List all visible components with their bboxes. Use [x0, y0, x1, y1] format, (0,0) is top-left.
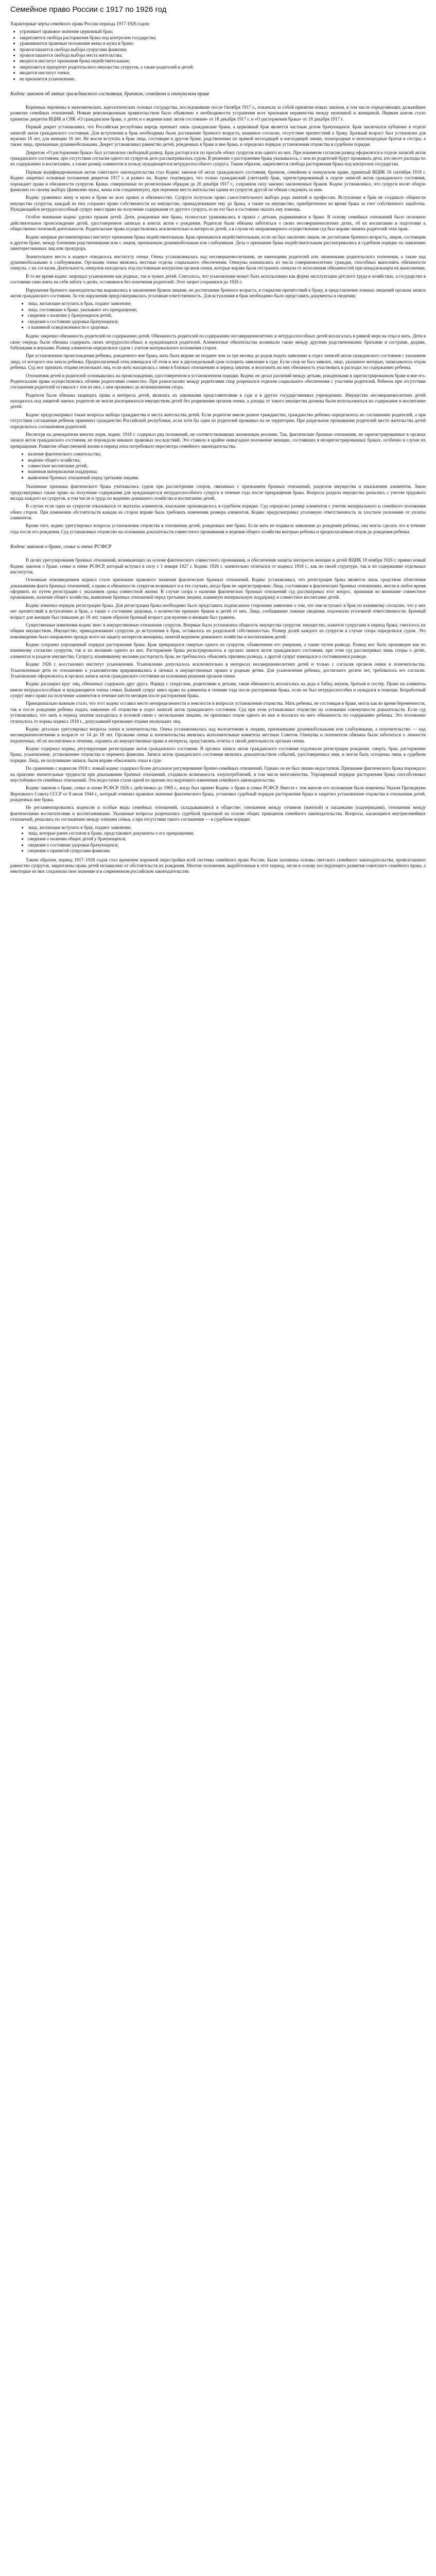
body-paragraph: Декретом «О расторжении брака» был установлен свободный развод. Брак расторгался по просьбе обоих супругов или одного из них. При взаимном согласии развод оформлялся в отделе записей актов гражданского состояния, при отсутствии согласия одного из супругов дело рассматривалось судом. В решении о расторжении брака указывалось, с кем из родителей будут проживать дети, кто несет расходы по их содержанию и воспитанию, а также размер алиментов в пользу нуждающегося нетрудоспособного супруга. Таким образом, закрепляется свобода расторжения брака под контролем государства.	[10, 149, 426, 167]
list-item: • взаимная материальная поддержка;	[28, 469, 426, 474]
body-paragraph: В целях урегулирования брачных отношений, возникающих на основе фактического совместного проживания, и обеспечения защиты интересов женщин и детей ВЦИК 19 ноября 1926 г. принял новый Кодекс законов о браке, семье и опеке РСФСР, который вступил в силу с 1 января 1927 г. Кодекс 1926 г. значительно отличался от кодекса 1918 г., как по своей структуре, так и по содержанию отдельных институтов.	[10, 557, 426, 574]
body-paragraph: Первый декрет устанавливал, что Российская республика впредь признает лишь гражданские браки, а церковный брак является частным делом брачующихся. Брак заключался публично в отделе записей актов гражданского состояния. Для вступления в брак необходимы были достижение брачного возраста, взаимное согласие, отсутствие препятствий к браку. Брачный возраст был установлен для мужчин 18 лет, для женщин 16 лет. Не могли вступать в брак лица, состоящие в другом браке, родственники по прямой восходящей и нисходящей линии, полнородные и неполнородные братья и сестры, а также лица, признанные душевнобольными. Декрет устанавливал равенство детей, рожденных в браке и вне брака, и определял порядок установления отцовства в судебном порядке.	[10, 124, 426, 147]
list-item: • выявление брачных отношений перед третьими лицами.	[28, 475, 426, 481]
body-paragraph: По сравнению с кодексом 1918 г. новый кодекс содержал более детальное регулирование брачно-семейных отношений. Однако он не был лишен недостатков. Признание фактического брака порождало на практике значительные трудности при доказывании брачных отношений, создавало возможность злоупотреблений, в том числе многоженства. Упрощенный порядок расторжения брака способствовал неустойчивости семейных отношений. Эти недостатки стали одной из причин последующего изменения семейного законодательства.	[10, 766, 426, 783]
list-item: • лица, желающие вступить в брак, подают заявление;	[28, 301, 426, 307]
body-paragraph: Кодекс впервые регламентировал институт признания брака недействительным. Брак признавался недействительным, если он был заключен лицом, не достигшим брачного возраста, лицом, состоящим в другом браке, между близкими родственниками или с лицом, признанным душевнобольным или слабоумным. Дела о признании брака недействительным рассматривались в судебном порядке по заявлению заинтересованных лиц или прокурора.	[10, 234, 426, 251]
body-paragraph: Кодекс сохранял упрощенный порядок расторжения брака. Брак прекращался смертью одного из супругов, объявлением его умершим, а также путем развода. Развод мог быть произведен как по взаимному согласию супругов, так и по желанию одного из них. Расторжение брака регистрировалось в органах записи актов гражданского состояния, при этом суд рассматривал лишь споры о детях, алиментах и разделе имущества. Супругу, изъявившему желание расторгнуть брак, не требовалось объяснять причины развода, а другой супруг извещался о состоявшемся разводе.	[10, 642, 426, 659]
body-paragraph: В случае если один из супругов отказывался от выплаты алиментов, взыскание производилось в судебном порядке. Суд определял размер алиментов с учетом материального и семейного положения обеих сторон. При изменении обстоятельств каждая из сторон вправе была требовать изменения размера алиментов. Кодекс предусматривал уголовную ответственность за злостное уклонение от уплаты алиментов.	[10, 503, 426, 520]
body-paragraph: Кодекс детально урегулировал вопросы опеки и попечительства. Опека устанавливалась над малолетними и лицами, признанными душевнобольными или слабоумными, а попечительство — над несовершеннолетними в возрасте от 14 до 18 лет. Органами опеки и попечительства являлись исполнительные комитеты местных Советов. Опекуны и попечители обязаны были заботиться о личности подопечных, об их воспитании и лечении, охранять их имущественные права и интересы, представлять отчеты о своей деятельности органам опеки.	[10, 726, 426, 743]
page	[0, 0, 436, 887]
list-item: • вводится институт признания брака недействительным;	[20, 58, 426, 64]
body-paragraph: Кодекс содержал нормы, регулирующие регистрацию актов гражданского состояния. В органах записи актов гражданского состояния подлежали регистрации рождение, смерть, брак, расторжение брака, усыновление, установление отцовства и перемена фамилии. Записи актов гражданского состояния являлись доказательством событий, удостоверенных ими, и могли быть оспорены лишь в судебном порядке. Лица, не получившие записи, были вправе обжаловать отказ в суде.	[10, 746, 426, 763]
page-title: Семейное право России с 1917 по 1926 год	[10, 5, 167, 14]
list-item: • сведения о принятой супругами фамилии.	[28, 848, 426, 854]
list-item: • о взаимной осведомленности о здоровье.	[28, 325, 426, 330]
body-paragraph: Таким образом, период 1917–1926 годов стал временем коренной перестройки всей системы семейного права России. Были заложены основы светского семейного законодательства, провозглашено равенство супругов, закреплены права детей независимо от обстоятельств их рождения. Многие положения, выработанные в этот период, легли в основу последующего развития советского семейного права, а некоторые из них сохранили свое значение и в современном российском законодательстве.	[10, 857, 426, 874]
section-1918-body	[10, 105, 426, 299]
body-paragraph: Кодекс изменил порядок регистрации брака. Для регистрации брака необходимо было представить подписанное сторонами заявление о том, что они вступают в брак по взаимному согласию, что у них нет препятствий к вступлению в брак, а также о состоянии здоровья, о количестве прежних браков и детей от них. Лица, сообщившие ложные сведения, подлежали уголовной ответственности. Брачный возраст для женщин был повышен до 18 лет, таким образом брачный возраст для мужчин и женщин был уравнен.	[10, 602, 426, 620]
body-paragraph: Не регламентировались кодексом и особые виды семейных отношений, складывавшиеся в обществе: отношения между отчимом (мачехой) и пасынками (падчерицами), отношения между фактическими воспитателями и воспитанниками. Указанные вопросы разрешались судебной практикой на основе общих принципов семейного законодательства. Вопросы, касающиеся внутрисемейных отношений, решались по соглашению между членами семьи, а при отсутствии такого соглашения — в судебном порядке.	[10, 805, 426, 822]
section-1918-continued	[10, 333, 426, 449]
body-paragraph: Кодекс законов о браке, семье и опеке РСФСР 1926 г. действовал до 1969 г., когда был принят Кодекс о браке и семье РСФСР. Вместе с тем многие его положения были изменены Указом Президиума Верховного Совета СССР от 8 июля 1944 г., который отменил правовое значение фактического брака, установил судебный порядок расторжения брака и запретил установление отцовства в отношении детей, рожденных вне брака.	[10, 785, 426, 802]
section-1926-body	[10, 557, 426, 822]
chapter-heading-1918: Кодекс законов об актах гражданского состояния, брачном, семейном и опекунском праве	[10, 91, 210, 97]
body-paragraph: Принципиально важным стало, что этот кодекс оставил место неопределенности и неясности в вопросах установления отцовства. Мать ребенка, не состоящая в браке, могла как во время беременности, так и после рождения ребенка подать заявление об отцовстве в отдел записей актов гражданского состояния. Суд при этом устанавливал отцовство на основании совокупности доказательств. Если суд устанавливал, что мать в период зачатия находилась в половой связи с несколькими лицами, он признавал отцом одного из них и возлагал на него обязанность по содержанию ребенка. Это положение отличалось от нормы кодекса 1918 г., допускавшей признание отцами нескольких лиц.	[10, 701, 426, 724]
body-paragraph: При установлении происхождения ребенка, рожденного вне брака, мать была вправе не позднее чем за три месяца до родов подать заявление в отдел записей актов гражданского состояния с указанием лица, от которого она зачала ребенка. Предполагаемый отец извещался об этом и мог в двухнедельный срок оспорить заявление в суде. Если спор не был заявлен, лицо, указанное матерью, записывалось отцом ребенка. Суд мог признать отцами нескольких лиц, если мать находилась с ними в близких отношениях в период зачатия, и возложить на них обязанность участвовать в расходах по содержанию ребенка.	[10, 353, 426, 370]
list-item: • ведение общего хозяйства;	[28, 457, 426, 463]
list-item: • лица, которые ранее состояли в браке, представляют документы о его прекращении;	[28, 831, 426, 836]
body-paragraph: Существенные изменения кодекс внес в имущественные отношения супругов. Впервые была установлена общность имущества супругов: имущество, нажитое супругами в период брака, считалось их общим имуществом. Имущество, принадлежавшее супругам до вступления в брак, оставалось их раздельной собственностью. Размер долей каждого из супругов в случае спора определялся судом. Это нововведение было направлено прежде всего на защиту интересов женщины, занятой ведением домашнего хозяйства и воспитанием детей.	[10, 622, 426, 639]
body-paragraph: Кодекс уравнивал жену и мужа в браке во всех правах и обязанностях. Супруги получали право самостоятельного выбора рода занятий и профессии. Вступление в брак не создавало общности имущества супругов, каждый из них сохранял право собственности на имущество, принадлежавшее ему до брака, а также на имущество, приобретенное во время брака за счет собственного заработка. Нуждающийся нетрудоспособный супруг имел право на получение содержания от другого супруга, если тот был в состоянии оказать ему помощь.	[10, 195, 426, 212]
de-facto-marriage-signs-list	[10, 451, 426, 481]
section-1918-end	[10, 484, 426, 535]
chapter-heading-1926: Кодекс законов о браке, семье и опеке РСФСР	[10, 544, 112, 550]
list-item: • сведения о наличии у брачующихся детей;	[28, 313, 426, 318]
list-item: • лица, желающие вступить в брак, подают заявление;	[28, 825, 426, 831]
list-item: • провозглашается свобода выбора супругами фамилии;	[20, 47, 426, 53]
list-item: • закрепляется приоритет родительского имущества супругов, а также родителей и детей;	[20, 64, 426, 70]
body-paragraph: Кодекс расширил круг лиц, обязанных содержать друг друга. Наряду с супругами, родителями и детьми, такая обязанность возлагалась на деда и бабку, внуков, братьев и сестер. Право на алименты имели нетрудоспособные и нуждающиеся члены семьи. Бывший супруг имел право на алименты в течение года после расторжения брака, если он был нетрудоспособен и нуждался в помощи. Безработный супруг имел право на получение алиментов в течение шести месяцев после расторжения брака.	[10, 681, 426, 698]
body-paragraph: Основным нововведением кодекса стало признание правового значения фактических брачных отношений. Кодекс устанавливал, что регистрация брака является лишь средством облегчения доказывания факта брачных отношений, а права и обязанности супругов возникают и в тех случаях, когда брак не зарегистрирован. Лица, состоявшие в фактических брачных отношениях, могли в любое время оформить их путем регистрации с указанием срока совместной жизни. В случае спора о наличии фактических брачных отношений суд рассматривал этот вопрос, принимая во внимание совместное проживание, наличие общего хозяйства, выявление брачных отношений перед третьими лицами, взаимную материальную поддержку и совместное воспитание детей.	[10, 577, 426, 600]
marriage-documents-list	[10, 301, 426, 330]
body-paragraph: В то же время кодекс запрещал усыновление как родных, так и чужих детей. Считалось, что усыновление может быть использовано как форма эксплуатации детского труда в хозяйствах, а государство в состоянии само взять на себя заботу о детях, оставшихся без попечения родителей. Этот запрет сохранялся до 1926 г.	[10, 273, 426, 285]
list-item: • провозглашается свобода выбора места жительства;	[20, 53, 426, 58]
registration-documents-list	[10, 825, 426, 854]
body-paragraph: Особое внимание кодекс уделял правам детей. Дети, рожденные вне брака, полностью уравнивались в правах с детьми, родившимися в браке. В основу семейных отношений было положено действительное происхождение детей, удостоверенное записью в книгах актов о рождении. Родители были обязаны заботиться о своих несовершеннолетних детях, об их воспитании и подготовке к общественно полезной деятельности. Родительские права осуществлялись исключительно в интересах детей, а в случае их неправомерного осуществления суд был вправе лишить родителей этих прав.	[10, 214, 426, 232]
body-paragraph: Кодекс предусматривал также вопросы выбора гражданства и места жительства детей. Если родители имели разное гражданство, гражданство ребенка определялось по соглашению родителей, а при отсутствии соглашения ребенок принимал гражданство Российской республики, если хотя бы один из родителей проживал на ее территории. При раздельном проживании родителей место жительства детей определялось соглашением родителей.	[10, 412, 426, 429]
body-paragraph: Родители были обязаны защищать права и интересы детей, являлись их законными представителями в суде и в других государственных учреждениях. Имущество несовершеннолетних детей находилось под защитой закона: родители не могли распоряжаться имуществом детей без разрешения органов опеки, а доходы от такого имущества должны были использоваться на содержание и воспитание детей.	[10, 392, 426, 410]
body-paragraph: Нарушения брачного законодательства выражались в заключении браков лицами, не достигшими брачного возраста, в сокрытии препятствий к браку, в представлении ложных сведений органам записи актов гражданского состояния. За эти нарушения предусматривалась уголовная ответственность. Для вступления в брак необходимо было представить документы и сведения:	[10, 287, 426, 298]
intro-text: Характерные черты семейного права России периода 1917-1926 годов:	[10, 21, 150, 26]
body-paragraph: Кодекс закрепил обязанность родителей по содержанию детей. Обязанность родителей по содержанию несовершеннолетних и нетрудоспособных детей возлагалась в равной мере на отца и мать. Дети в свою очередь были обязаны содержать своих нетрудоспособных и нуждающихся родителей. Алиментные обязательства возникали также между другими родственниками: братьями и сестрами, дедами, бабушками и внуками. Размер алиментов определялся судом с учетом материального положения сторон.	[10, 333, 426, 351]
list-item: • сведения о наличии общих детей у брачующихся;	[28, 836, 426, 842]
list-item: • совместное воспитание детей;	[28, 463, 426, 469]
list-item: • лица, состоявшие в браке, указывают его прекращение;	[28, 307, 426, 313]
list-item: • уравниваются правовые положения жены и мужа в браке;	[20, 41, 426, 46]
body-paragraph: Коренные перемены в экономических, идеологических основах государства, последовавшие после Октября 1917 г., повлекли за собой принятие новых законов, в том числе определяющих дальнейшее развитие семейных отношений. Новым революционным правительством было объявлено о необходимости устранения всех признаков неравенства между мужчиной и женщиной. Первым шагом стало принятие декретов ВЦИК и СНК «О гражданском браке, о детях и о ведении книг актов состояния» от 18 декабря 1917 г. и «О расторжении брака» от 19 декабря 1917 г.	[10, 105, 426, 122]
list-item: • вводится институт опеки;	[20, 70, 426, 76]
body-paragraph: Отношения детей и родителей основывались на происхождении, удостоверенном в установленном порядке. Кодекс не делал различий между детьми, рожденными в зарегистрированном браке и вне его. Родительские права осуществлялись обоими родителями совместно. При разногласиях между родителями спор разрешался отделом социального обеспечения с участием родителей. Ребенок при отсутствии соглашения родителей оставался с тем из них, с кем проживал до возникновения спора.	[10, 372, 426, 390]
body-paragraph: Значительное место в кодексе отводилось институту опеки. Опека устанавливалась над несовершеннолетними, не имеющими родителей или лишенными родительского попечения, а также над душевнобольными и слабоумными. Органами опеки являлись местные отделы социального обеспечения. Опекуны назначались из числа совершеннолетних граждан, способных выполнять обязанности опекуна, с их согласия. Деятельность опекунов находилась под постоянным контролем органов опеки, которые вправе были отстранить опекуна от исполнения обязанностей при ненадлежащем их выполнении.	[10, 253, 426, 271]
section-1926-end	[10, 857, 426, 875]
body-paragraph: Кодекс 1926 г. восстановил институт усыновления. Усыновление допускалось исключительно в интересах несовершеннолетних детей и только с согласия органов опеки и попечительства. Усыновленные дети по отношению к усыновителям приравнивались в личных и имущественных правах к родным детям. Для усыновления ребенка, достигшего десяти лет, требовалось его согласие. Усыновление оформлялось в органах записи актов гражданского состояния на основании решения органов опеки.	[10, 662, 426, 679]
body-paragraph: Указанные признаки фактического брака учитывались судом при рассмотрении споров, связанных с признанием брачных отношений, разделом имущества и взысканием алиментов. Закон предусматривал также право на получение содержания для нуждающегося нетрудоспособного супруга в течение года после прекращения брака. Вопросы раздела имущества решались с учетом трудового вклада каждого из супругов, в том числе и труда по ведению домашнего хозяйства и воспитанию детей.	[10, 484, 426, 501]
list-item: • закрепляется свобода расторжения брака под контролем государства;	[20, 35, 426, 41]
features-list	[10, 29, 426, 82]
body-paragraph: Кроме того, кодекс урегулировал вопросы установления отцовства в отношении детей, рожденных вне брака. Если мать не подавала заявления до рождения ребенка, она могла сделать это в течение года после его рождения. Суд устанавливал отцовство на основании доказательств совместного проживания и ведения общего хозяйства матерью ребенка и предполагаемым отцом до рождения ребенка.	[10, 523, 426, 534]
body-paragraph: Несмотря на демократизм многих норм, кодекс 1918 г. содержал ряд положений, не соответствовавших жизненным реалиям. Так, фактические брачные отношения, не зарегистрированные в органах записи актов гражданского состояния, не порождали никаких правовых последствий. Это ставило в крайне невыгодное положение женщин, состоявших в незарегистрированных браках, особенно в случае их прекращения. Развитие общественной жизни в период нэпа потребовало пересмотра семейного законодательства.	[10, 431, 426, 449]
list-item: • не признается усыновление.	[20, 76, 426, 82]
list-item: • утрачивает правовое значение церковный брак;	[20, 29, 426, 35]
list-item: • наличие фактического сожительства;	[28, 451, 426, 457]
list-item: • сведения о состоянии здоровья брачующихся;	[28, 319, 426, 325]
body-paragraph: Первым кодифицированным актом советского законодательства стал Кодекс законов об актах гражданского состояния, брачном, семейном и опекунском праве, принятый ВЦИК 16 сентября 1918 г. Кодекс закрепил основные положения декретов 1917 г. и развил их. Кодекс подтвердил, что только гражданский (светский) брак, зарегистрированный в отделе записей актов гражданского состояния, порождает права и обязанности супругов. Браки, совершенные по религиозным обрядам до 20 декабря 1917 г., сохраняли силу законно заключенных браков. Кодекс устанавливал, что супруги носят общую фамилию по своему выбору (фамилию мужа, жены или соединенную), при перемене места жительства одним из супругов другой не обязан следовать за ним.	[10, 169, 426, 192]
list-item: • сведения о состоянии здоровья брачующихся;	[28, 842, 426, 848]
